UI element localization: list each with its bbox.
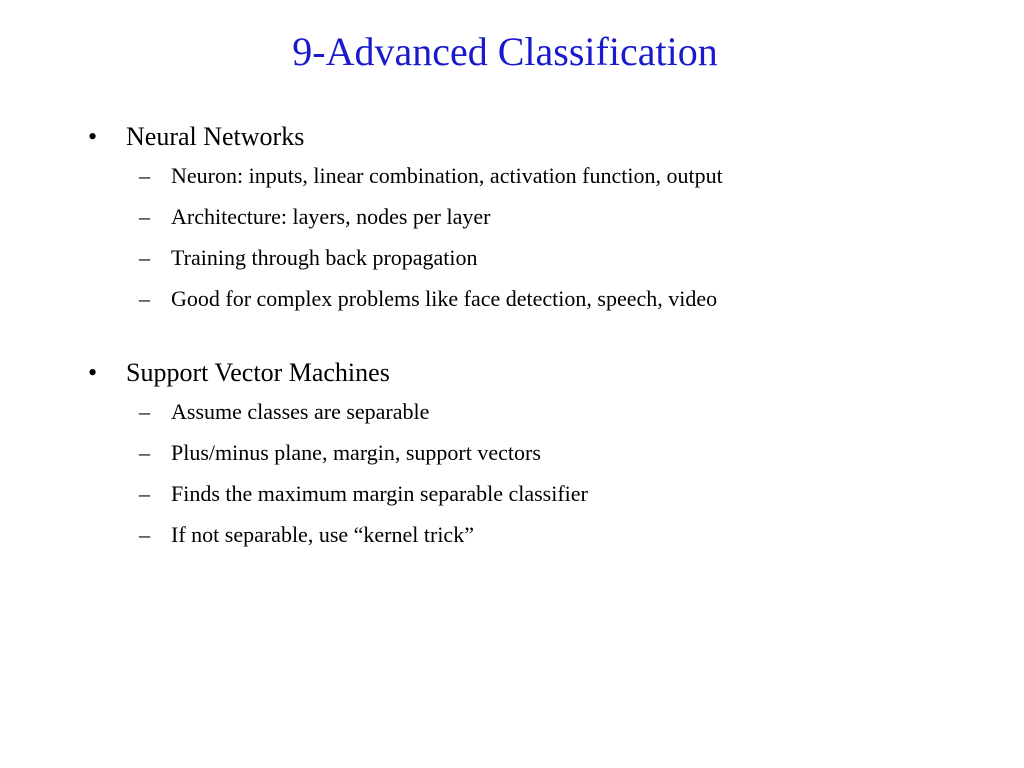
dash-icon: –	[139, 204, 150, 229]
sub-item-text: Training through back propagation	[171, 245, 478, 270]
sub-item	[86, 397, 986, 427]
sub-item	[86, 479, 986, 509]
bullet-list	[86, 118, 986, 561]
dash-icon: –	[139, 522, 150, 547]
dash-icon: –	[139, 245, 150, 270]
sub-list	[86, 397, 986, 550]
bullet-item	[86, 118, 986, 156]
bullet-icon: •	[88, 358, 98, 387]
sub-item	[86, 438, 986, 468]
sub-item-text: Good for complex problems like face detection, speech, video	[171, 286, 718, 311]
bullet-icon: •	[88, 122, 98, 151]
sub-item	[86, 202, 986, 232]
dash-icon: –	[139, 286, 150, 311]
sub-item-text: Neuron: inputs, linear combination, activation function, output	[171, 163, 723, 188]
sub-item-text: Plus/minus plane, margin, support vectors	[171, 440, 541, 465]
bullet-heading: Support Vector Machines	[126, 358, 390, 387]
sub-item	[86, 284, 986, 314]
sub-item-text: Finds the maximum margin separable classifier	[171, 481, 588, 506]
slide-title: 9-Advanced Classification	[292, 29, 718, 74]
bullet-item	[86, 354, 986, 392]
dash-icon: –	[139, 399, 150, 424]
sub-item	[86, 161, 986, 191]
section-support-vector-machines	[86, 354, 986, 550]
sub-item-text: Assume classes are separable	[171, 399, 430, 424]
section-neural-networks	[86, 118, 986, 314]
sub-list	[86, 161, 986, 314]
sub-item	[86, 520, 986, 550]
bullet-heading: Neural Networks	[126, 122, 305, 151]
sub-item	[86, 243, 986, 273]
dash-icon: –	[139, 481, 150, 506]
dash-icon: –	[139, 440, 150, 465]
dash-icon: –	[139, 163, 150, 188]
sub-item-text: If not separable, use “kernel trick”	[171, 522, 474, 547]
sub-item-text: Architecture: layers, nodes per layer	[171, 204, 491, 229]
